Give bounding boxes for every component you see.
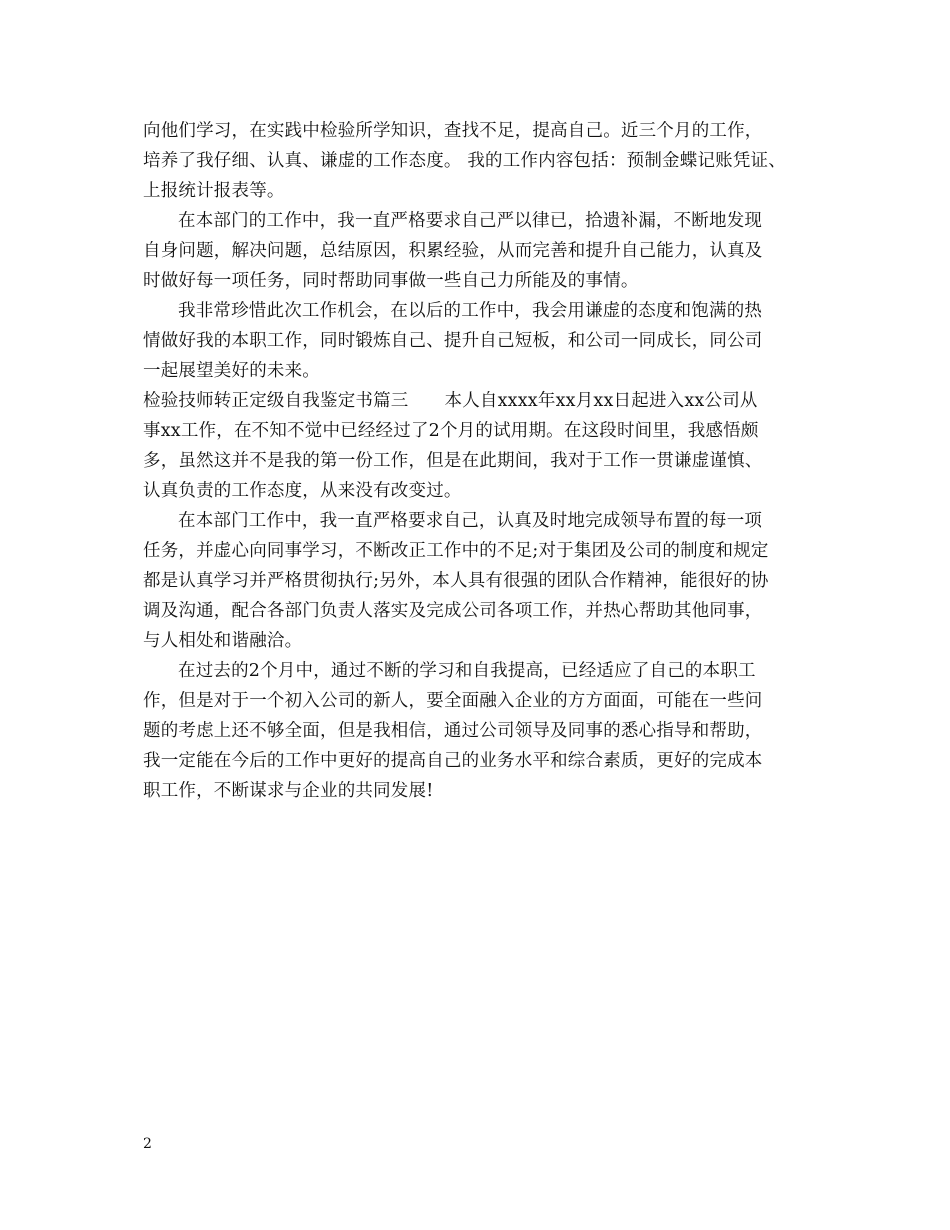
text-line: 上报统计报表等。 bbox=[143, 181, 285, 201]
paragraph-start-line: 在本部门的工作中，我一直严格要求自己严以律已，拾遗补漏，不断地发现 bbox=[178, 211, 763, 231]
text-line: 调及沟通，配合各部门负责人落实及完成公司各项工作，并热心帮助其他同事， bbox=[143, 601, 763, 621]
text-line: 我一定能在今后的工作中更好的提高自己的业务水平和综合素质，更好的完成本 bbox=[143, 751, 763, 771]
text-line: 作，但是对于一个初入公司的新人，要全面融入企业的方方面面，可能在一些问 bbox=[143, 691, 763, 711]
text-line: 职工作，不断谋求与企业的共同发展! bbox=[143, 781, 434, 801]
section-title: 检验技师转正定级自我鉴定书篇三 bbox=[143, 391, 409, 411]
text-line: 自身问题，解决问题，总结原因，积累经验，从而完善和提升自己能力，认真及 bbox=[143, 241, 763, 261]
text-line: 向他们学习，在实践中检验所学知识，查找不足，提高自己。近三个月的工作， bbox=[143, 121, 763, 141]
page-number: 2 bbox=[143, 1136, 152, 1152]
paragraph-start-line: 在本部门工作中，我一直严格要求自己，认真及时地完成领导布置的每一项 bbox=[178, 511, 763, 531]
text-line: 题的考虑上还不够全面，但是我相信，通过公司领导及同事的悉心指导和帮助， bbox=[143, 721, 763, 741]
document-body bbox=[143, 116, 823, 806]
text-line: 一起展望美好的未来。 bbox=[143, 361, 320, 381]
section-heading-line bbox=[143, 386, 823, 416]
text-line: 认真负责的工作态度，从来没有改变过。 bbox=[143, 481, 462, 501]
paragraph-start-line: 我非常珍惜此次工作机会，在以后的工作中，我会用谦虚的态度和饱满的热 bbox=[178, 301, 763, 321]
paragraph-start-line: 在过去的2个月中，通过不断的学习和自我提高，已经适应了自己的本职工 bbox=[178, 661, 756, 681]
text-line: 培养了我仔细、认真、谦虚的工作态度。 我的工作内容包括：预制金蝶记账凭证、 bbox=[143, 151, 786, 171]
text-line: 情做好我的本职工作，同时锻炼自己、提升自己短板，和公司一同成长，同公司 bbox=[143, 331, 763, 351]
text-line: 事xx工作，在不知不觉中已经经过了2个月的试用期。在这段时间里，我感悟颇 bbox=[143, 421, 759, 441]
text-line: 与人相处和谐融洽。 bbox=[143, 631, 303, 651]
text-line: 时做好每一项任务，同时帮助同事做一些自己力所能及的事情。 bbox=[143, 271, 639, 291]
section-intro: 本人自xxxx年xx月xx日起进入xx公司从 bbox=[444, 391, 758, 411]
text-line: 都是认真学习并严格贯彻执行;另外，本人具有很强的团队合作精神，能很好的协 bbox=[143, 571, 769, 591]
text-line: 多，虽然这并不是我的第一份工作，但是在此期间，我对于工作一贯谦虚谨慎、 bbox=[143, 451, 763, 471]
text-line: 任务，并虚心向同事学习，不断改正工作中的不足;对于集团及公司的制度和规定 bbox=[143, 541, 769, 561]
